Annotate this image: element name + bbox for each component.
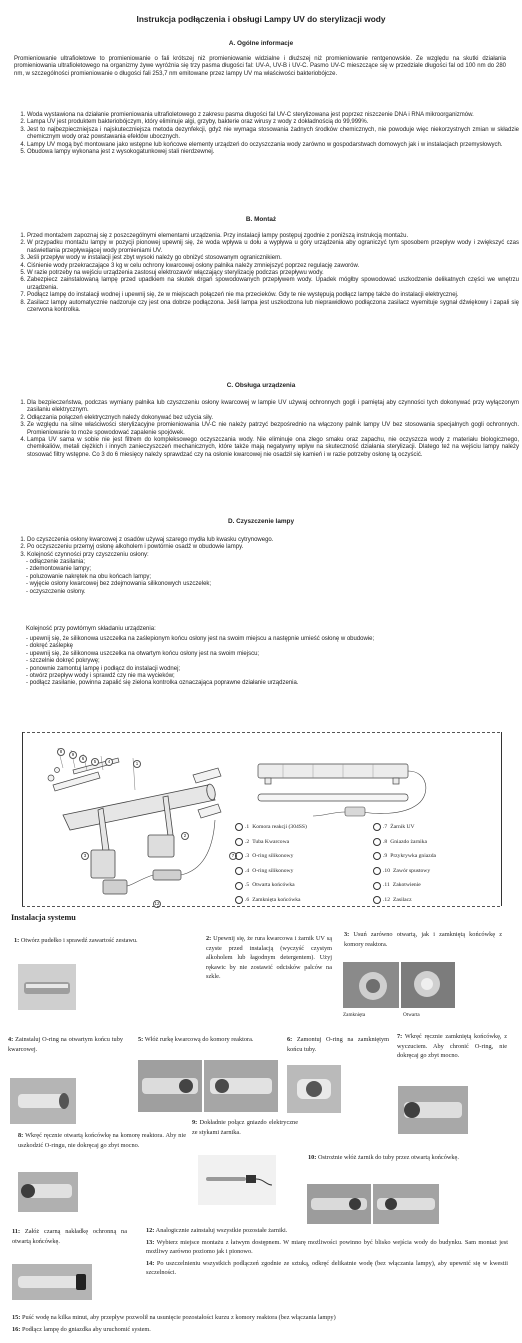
step-7-photo: [398, 1086, 468, 1134]
legend-circle-icon: [373, 852, 381, 860]
diagram-callout: 1: [133, 760, 141, 768]
step-6: 6: Zamontuj O-ring na zamkniętym końcu tuby.: [287, 1036, 390, 1053]
step-14: 14: Po uszczelnieniu wszystkich podłączeń zgodnie ze sztuką, odkręć delikatnie wodę (bez włączania lampy), aby upewnić się w kwestii szczelności.: [146, 1259, 508, 1276]
step-5-photo-b: [204, 1060, 278, 1112]
legend-row: [235, 835, 307, 850]
step-10-photo-b: [373, 1184, 439, 1224]
legend-circle-icon: [235, 882, 243, 890]
cleaning-step: - odłączenie zasilania;: [26, 559, 86, 565]
sectionB-item: 7. Podłącz lampę do instalacji wodnej i upewnij się, że w miejscach połączeń nie ma przecieków. Gdy te nie występują podłącz lampę także do instalacji elektrycznej.: [27, 292, 519, 299]
document-title: Instrukcja podłączenia i obsługi Lampy UV do sterylizacji wody: [136, 14, 386, 24]
legend-label: O-ring silikonowy: [252, 853, 294, 860]
legend-label: Zakotwienie: [392, 882, 421, 889]
lamp-exploded-illustration: [43, 740, 243, 900]
legend-row: [235, 864, 307, 879]
legend-row: [373, 820, 436, 835]
section-a-heading: A. Ogólne informacje: [228, 40, 294, 47]
assembly-steps: [26, 636, 504, 688]
legend-label: O-ring silikonowy: [252, 867, 294, 874]
legend-number: .10: [383, 867, 390, 874]
legend-number: .3: [245, 853, 250, 860]
step-10: 10: Ostrożnie włóż żarnik do tuby przez otwartą końcówkę.: [308, 1154, 459, 1161]
legend-label: Tuba Kwarcowa: [252, 838, 290, 845]
legend-label: Komora reakcji (304SS): [252, 824, 307, 830]
step-13: 13: Wybierz miejsce montażu z łatwym dostępnem. W miarę możliwości powinno być blisko wejścia wody do budynku. Sam montaż jest możliwy zarówno poziomo jak i pionowo.: [146, 1238, 509, 1255]
assembly-step: - dokręć zaślepkę: [26, 643, 74, 650]
legend-label: Zasilacz: [393, 896, 412, 903]
step-16: 16: Podłącz lampę do gniazdka aby uruchomić system.: [12, 1325, 151, 1333]
step-11-photo: [12, 1264, 92, 1300]
diagram-callout: 2: [181, 832, 189, 840]
sectionB-item: 5. W razie potrzeby na wejściu urządzenia zastosuj elektrozawór włączający sterylizację podczas przepływu wody.: [27, 270, 519, 277]
step-7: 7: Wkręć ręcznie zamkniętą końcówkę, z wyczuciem. Aby chronić O-ring, nie dokręcaj go zbyt mocno.: [397, 1033, 508, 1059]
step-9: 9: Dokładnie połącz gniazdo elektryczne ze stykami żarnika.: [192, 1119, 298, 1136]
sectionC-item: 3. Ze względu na silne właściwości sterylizacyjne promieniowania UV-C nie należy patrzyć bezpośrednio na włączony palnik lampy UV bez stosowania specjalnych gogli ochronnych. Promieniowanie to może spowodować zapalenie spojówek.: [27, 422, 519, 437]
diagram-callout: 8: [57, 748, 65, 756]
sectionA-item: 5. Obudowa lampy wykonana jest z wysokogatunkowej stali nierdzewnej.: [27, 149, 519, 156]
sectionC-item: 4. Lampa UV sama w sobie nie jest filtrem do kompleksowego oczyszczania wody. Nie eliminuje ona złego smaku oraz zapachu, nie oczyszcza wody z materiału biologicznego, chemikaliów, metali ciężkich i innych zanieczyszczeń mechanicznych, które także mają negatywny wpływ na skuteczność działania sterylizacji. Dlatego też na wejściu lampy należy stosować filtry wstępne. Co 3 do 6 miesięcy należy sprawdzać czy na osłonie kwarcowej nie osadził się kamień i w razie potrzeby osłonę tą oczyścić.: [27, 437, 519, 459]
legend-number: .6: [245, 896, 250, 903]
installation-title: Instalacja systemu: [11, 913, 76, 922]
step-15: 15: Puść wodę na kilka minut, aby przepływ pozwolił na usunięcie pozostałości kurzu z komory reaktora (bez włączania lampy): [12, 1314, 336, 1321]
legend-number: .7: [383, 824, 388, 830]
sectionA-item: 2. Lampa UV jest produktem bakteriobójczym, który eliminuje algi, grzyby, bakterie oraz wirusy z wody z dokładnością do 99,999%.: [27, 119, 519, 126]
legend-circle-icon: [235, 852, 243, 860]
step-3-caption-closed: Zamknięta: [343, 1012, 366, 1018]
legend-circle-icon: [373, 823, 381, 831]
step-3-caption-open: Otwarta: [403, 1012, 420, 1018]
legend-circle-icon: [373, 896, 381, 904]
step-9-photo: [198, 1155, 276, 1205]
step-1: 1: Otwórz pudełko i sprawdź zawartość zestawu.: [14, 937, 138, 944]
cleaning-step: - wyjęcie osłony kwarcowej bez zdejmowania silikonowych uszczelek;: [26, 581, 212, 588]
legend-number: .9: [383, 853, 388, 860]
legend-number: .5: [245, 882, 250, 889]
assembly-heading: Kolejność przy powtórnym składaniu urządzenia:: [26, 626, 156, 632]
step-8: 8: Wkręć ręcznie otwartą końcówkę na komorę reaktora. Aby nie uszkodzić O-ringu, nie dokręcaj go zbyt mocno.: [18, 1132, 186, 1149]
legend-circle-icon: [235, 896, 243, 904]
step-10-photo-a: [307, 1184, 371, 1224]
diagram-bottom-border: [22, 906, 500, 907]
sectionC-item: 2. Odłączania połączeń elektrycznych należy dokonywać bez użycia siły.: [27, 415, 519, 422]
diagram-callout: 9: [69, 751, 77, 759]
section-a-intro: Promieniowanie ultrafioletowe to promieniowanie o fali krótszej niż promieniowanie widzialne i dłuższej niż promieniowanie rentgenowskie. Ze względu na skutki działania promieniowania ultrafioletowego na organizmy żywe wyróżnia się trzy pasma długości fal: UV-A, UV-B i UV-C. Pasmo UV-C mieszczące się w przedziale długości fal od 100 nm do 280 nm, w szczególności promieniowanie o długości fali 253,7 nm emitowane przez lampy UV ma właściwości bakteriobójcze.: [14, 56, 506, 77]
legend-label: Gniazdo żarnika: [390, 838, 428, 845]
sectionB-item: 8. Zasilacz lampy automatycznie nadzoruje czy jest ona dobrze podłączona. Jeśli lampa jest uszkodzona lub nieprawidłowo podłączona zasilacz wyemituje sygnał dźwiękowy i zapali się czerwona kontrolka.: [27, 300, 519, 315]
legend-label: Przykrywka gniazda: [390, 853, 437, 860]
diagram-callout: 12: [154, 901, 160, 906]
section-d-heading: D. Czyszczenie lampy: [227, 518, 295, 525]
lamp-assembled-illustration: [253, 754, 443, 824]
step-3-photo-open: [401, 962, 455, 1008]
legend-circle-icon: [373, 867, 381, 875]
sectionA-item: 4. Lampy UV mogą być montowane jako wstępne lub końcowe elementy urządzeń do oczyszczania wody zarówno w gospodarstwach domowych jak i w instalacjach przemysłowych.: [27, 142, 519, 149]
step-4: 4: Zainstaluj O-ring na otwartym końcu tuby kwarcowej.: [8, 1036, 124, 1053]
diagram-callout: 3: [81, 852, 89, 860]
sectionC-item: 1. Dla bezpieczeństwa, podczas wymiany palnika lub czyszczeniu osłony kwarcowej w lampie UV używaj ochronnych gogli i pamiętaj aby czynności tych dokonywać przy wyłączonym zasilaniu elektrycznym.: [27, 400, 519, 415]
sectionD-item: 2. Po oczyszczeniu przemyj osłonę alkoholem i powtórnie osadź w obudowie lampy.: [27, 544, 519, 551]
legend-right-column: [373, 820, 436, 908]
legend-label: Zamknięta końcówka: [252, 896, 301, 903]
lamp-diagram-frame: [22, 732, 502, 906]
section-b-heading: B. Montaż: [245, 216, 277, 223]
legend-circle-icon: [373, 838, 381, 846]
legend-label: Otwarta końcówka: [252, 882, 295, 889]
sectionA-item: 3. Jest to najbezpieczniejsza i najskuteczniejsza metoda dezynfekcji, gdyż nie wymaga stosowania żadnych środków chemicznych, nie powoduje więc niekorzystnych zmian w składzie chemicznym wody oraz powstawania efektów ubocznych.: [27, 127, 519, 142]
section-b-list: [14, 233, 519, 314]
legend-number: .2: [245, 838, 250, 845]
legend-label: Żarnik UV: [390, 824, 415, 830]
sectionD-item: 3. Kolejność czynności przy czyszczeniu osłony:: [27, 552, 519, 559]
legend-circle-icon: [235, 867, 243, 875]
legend-row: [235, 820, 307, 835]
cleaning-step: - oczyszczenie osłony.: [26, 588, 86, 595]
legend-label: Zawór spustowy: [393, 867, 431, 874]
legend-circle-icon: [373, 882, 381, 890]
assembly-step: - ponownie zamontuj lampę i podłącz do instalacji wodnej;: [26, 665, 181, 672]
sectionA-item: 1. Woda wystawiona na działanie promieniowania ultrafioletowego z zakresu pasma długości fal UV-C sterylizowana jest poprzez niszczenie DNA i RNA mikroorganizmów.: [27, 112, 519, 119]
sectionD-item: 1. Do czyszczenia osłony kwarcowej z osadów używaj szarego mydła lub kwasku cytrynowego.: [27, 537, 519, 544]
legend-row: [373, 835, 436, 850]
sectionB-item: 3. Jeśli przepływ wody w instalacji jest zbyt wysoki należy go obniżyć stosowanym ogranicznikiem.: [27, 255, 519, 262]
step-2: 2: Upewnij się, że rura kwarcowa i żarnik UV są czyste przed instalacją (wyczyść czystym alkoholem lub łagodnym detergentem). Użyj rękawic by nie zostawić odcisków palców na szkle.: [206, 935, 332, 980]
legend-number: .11: [383, 882, 390, 889]
legend-row: [235, 878, 307, 893]
assembly-step: - upewnij się, że silikonowa uszczelka na zaślepionym końcu osłony jest na swoim miejscu a następnie umieść osłonę w obudowie;: [26, 636, 375, 642]
sectionB-item: 2. W przypadku montażu lampy w pozycji pionowej upewnij się, że woda wpływa u dołu a wypływa u góry urządzenia aby ograniczyć tym sposobem przepływ wody i zwiększyć czas naświetlania przepływającej wody promieniami UV.: [27, 240, 519, 255]
diagram-callout: 7: [229, 852, 237, 860]
sectionB-item: 1. Przed montażem zapoznaj się z poszczególnymi elementami urządzenia. Przy instalacji lampy postępuj zgodnie z poniższą instrukcją montażu.: [27, 233, 519, 240]
step-5-photo-a: [138, 1060, 202, 1112]
legend-number: .12: [383, 896, 390, 903]
legend-number: .4: [245, 867, 250, 874]
legend-row: [235, 849, 307, 864]
legend-circle-icon: [235, 838, 243, 846]
step-3: 3: Usuń zarówno otwartą, jak i zamkniętą końcówkę z komory reaktora.: [344, 931, 502, 948]
assembly-step: - podłącz zasilanie, powinna zapalić się zielona kontrolka oznaczająca poprawne działanie urządzenia.: [26, 680, 299, 687]
diagram-callout: 6: [79, 755, 87, 763]
step-6-photo: [287, 1065, 341, 1113]
diagram-callout: 5: [91, 758, 99, 766]
section-c-heading: C. Obsługa urządzenia: [226, 382, 296, 389]
sectionB-item: 4. Ciśnienie wody przekraczające 3 kg w celu ochrony kwarcowej osłony palnika należy zmniejszyć poprzez regulację zaworów.: [27, 263, 519, 270]
cleaning-steps: [26, 559, 504, 596]
legend-circle-icon: [235, 823, 243, 831]
legend-row: [373, 849, 436, 864]
assembly-step: - upewnij się, że silikonowa uszczelka na otwartym końcu osłony jest na swoim miejscu;: [26, 650, 260, 657]
step-12: 12: Analogicznie zainstaluj wszystkie pozostałe żarniki.: [146, 1227, 288, 1234]
steps-15-16: [12, 1312, 512, 1335]
sectionB-item: 6. Zabezpiecz zainstalowaną lampę przed upadkiem na skutek drgań spowodowanych przepływem wody. Upadek mógłby spowodować uszkodzenie delikatnych części we wnętrzu urządzenia.: [27, 277, 519, 292]
legend-row: [373, 864, 436, 879]
legend-number: .8: [383, 838, 388, 845]
step-11: 11: Załóż czarną nakładkę ochronną na otwartą końcówkę.: [12, 1228, 128, 1245]
step-3-photo-closed: [343, 962, 399, 1008]
legend-row: [373, 878, 436, 893]
section-c-list: [14, 400, 519, 459]
legend-number: .1: [245, 824, 250, 830]
legend-left-column: [235, 820, 307, 908]
section-a-list: [14, 112, 519, 156]
section-d-list: [14, 537, 519, 559]
step-8-photo: [18, 1172, 78, 1212]
diagram-callout: 4: [105, 758, 113, 766]
assembly-step: - otwórz przepływ wody i sprawdź czy nie ma wycieków;: [26, 673, 175, 680]
step-5: 5: Włóż rurkę kwarcową do komory reaktora.: [138, 1036, 254, 1043]
step-1-photo: [18, 964, 76, 1010]
step-4-photo: [10, 1078, 76, 1124]
assembly-step: - szczelnie dokręć pokrywę;: [26, 658, 100, 665]
steps-12-14: [146, 1226, 508, 1278]
cleaning-step: - poluzowanie nakrętek na obu końcach lampy;: [26, 573, 152, 580]
cleaning-step: - zdemontowanie lampy;: [26, 566, 92, 573]
